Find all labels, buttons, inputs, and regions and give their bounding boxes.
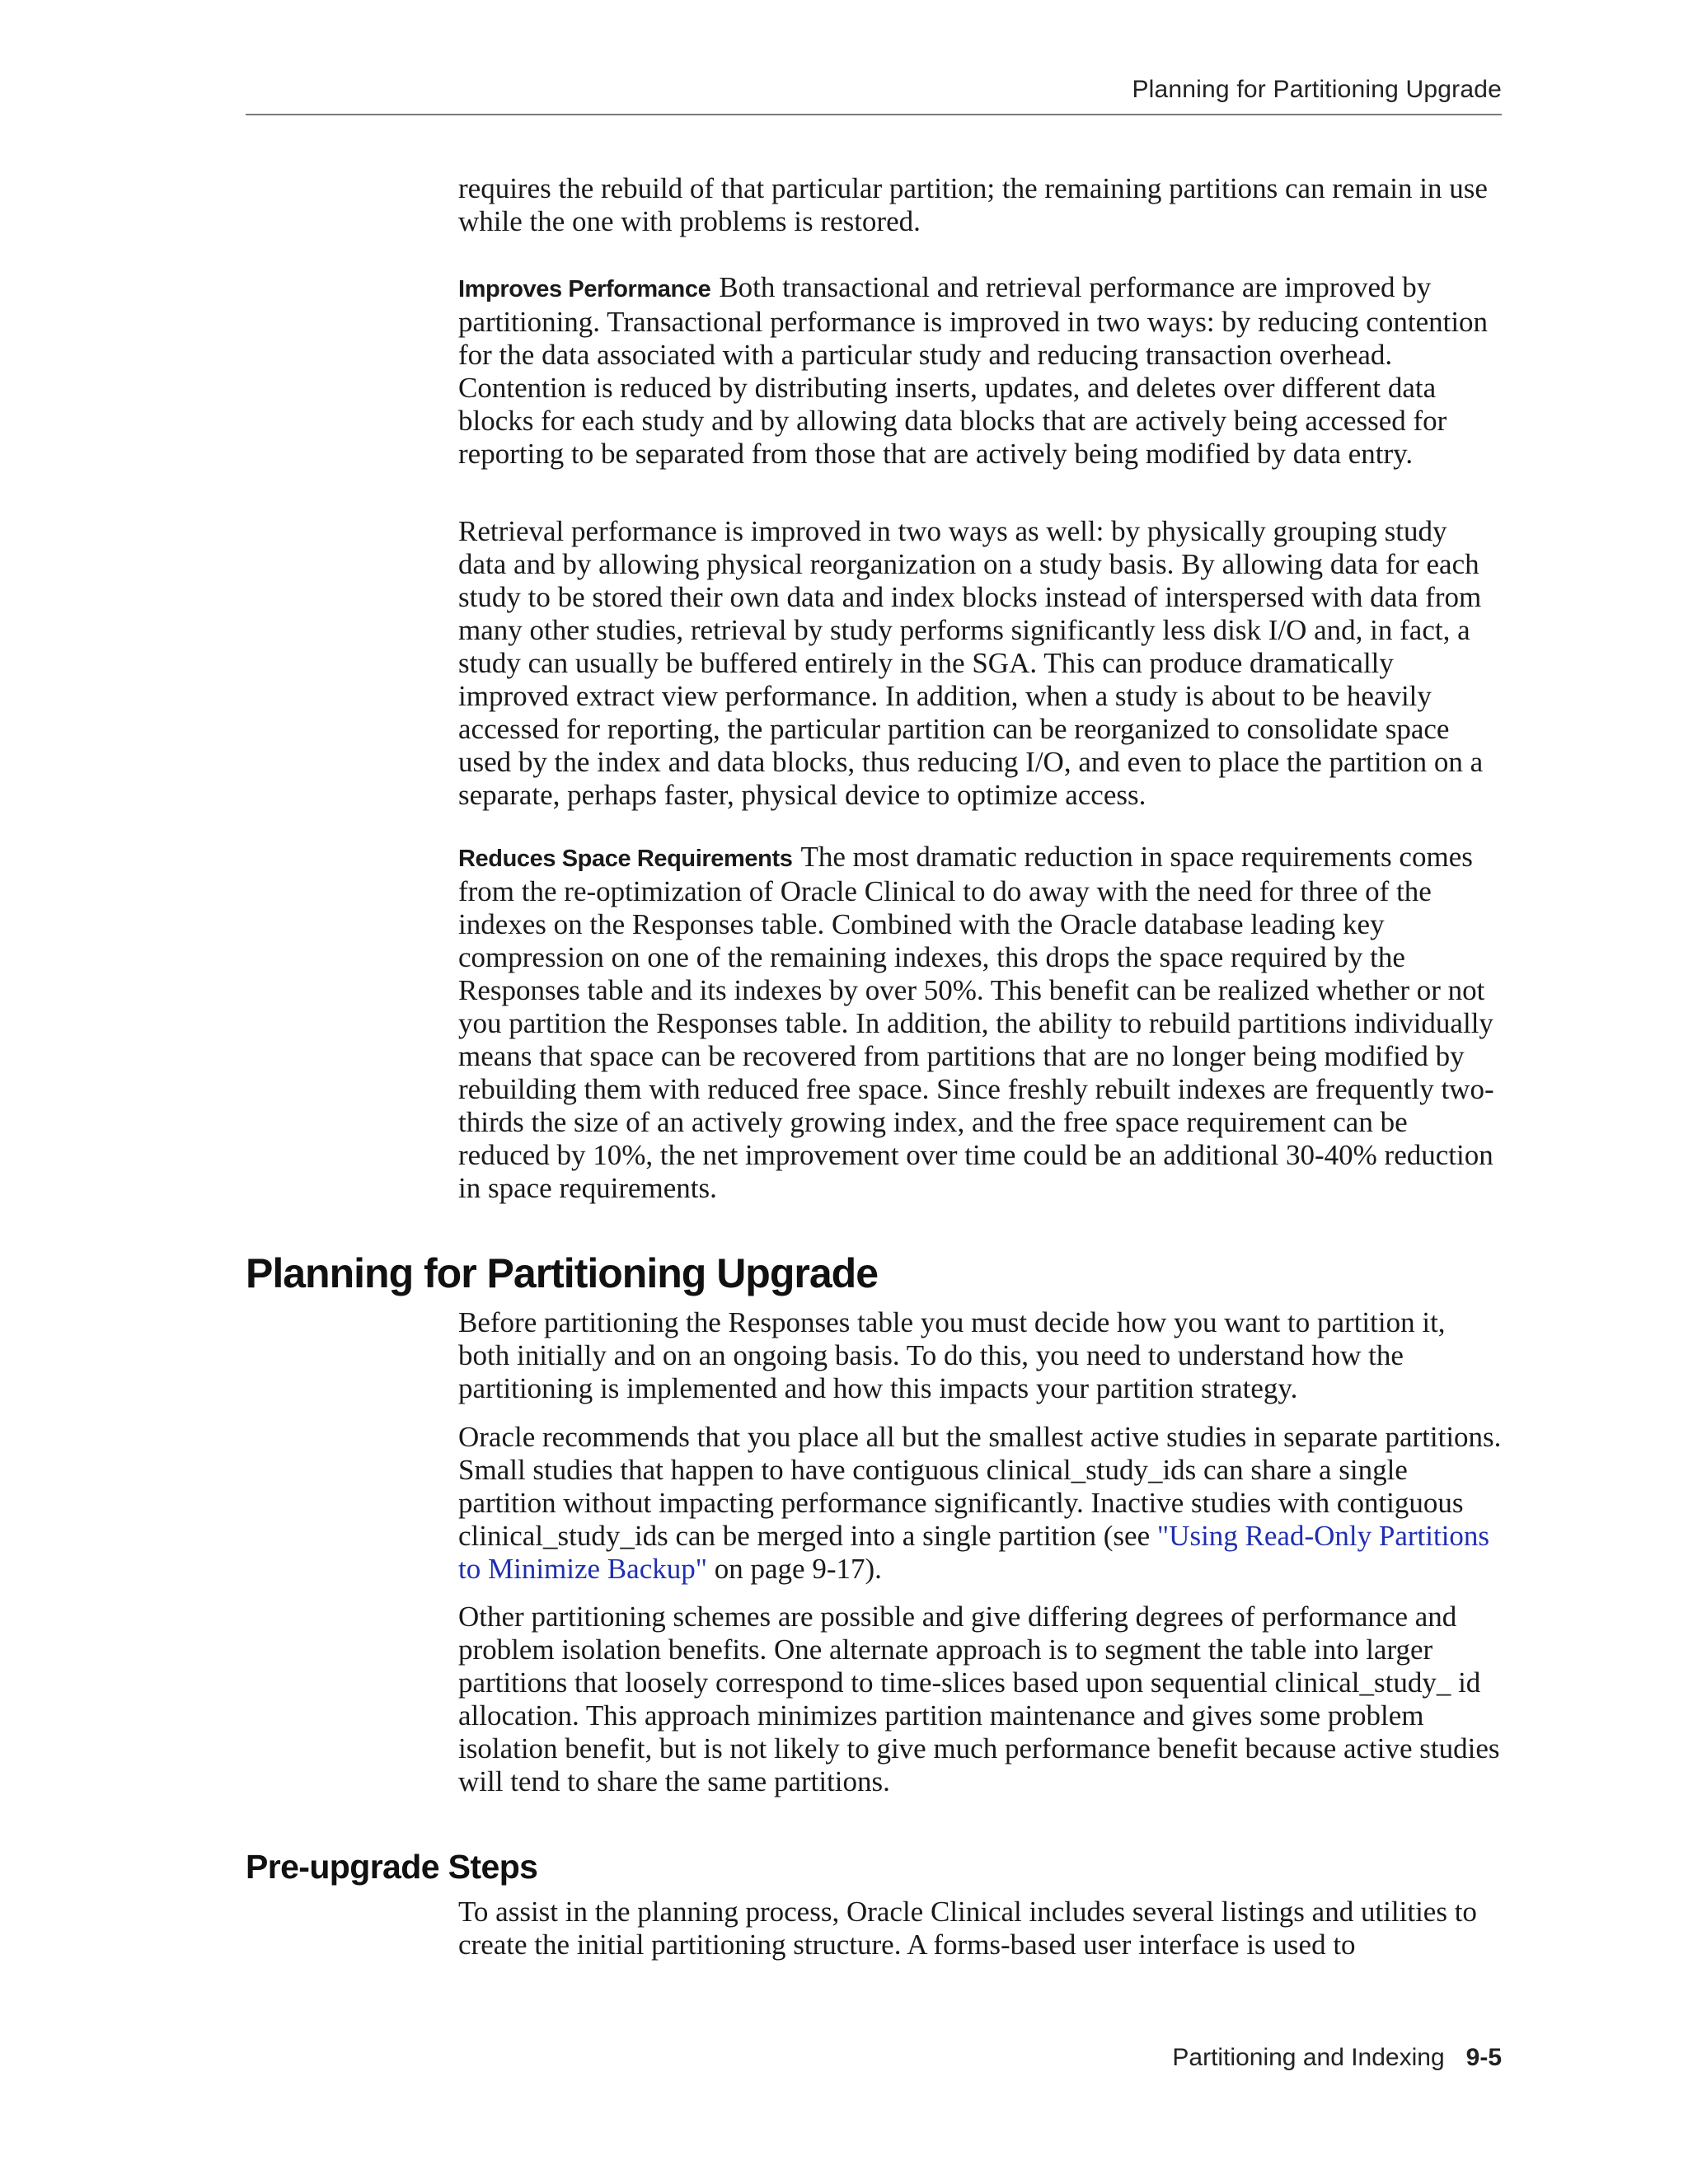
footer-chapter: Partitioning and Indexing <box>1172 2044 1445 2071</box>
retrieval-text: Retrieval performance is improved in two ways as well: by physically grouping study data and by allowing physical reorganization on a study basis. By allowing data for each study to be stored their own data and index blocks instead of interspersed with data from many other studies, retrieval by study performs significantly less disk I/O and, in fact, a study can usually be buffered entirely in the SGA. This can produce dramatically improved extract view performance. In addition, when a study is about to be heavily accessed for reporting, the particular partition can be reorganized to consolidate space used by the index and data blocks, thus reducing I/O, and even to place the partition on a separate, perhaps faster, physical device to optimize access. <box>458 515 1484 811</box>
planning-text-1: Before partitioning the Responses table you must decide how you want to partition it, both initially and on an ongoing basis. To do this, you need to understand how the partitioning is implemented and how this impacts your partition strategy. <box>458 1306 1446 1404</box>
footer-page-number: 9-5 <box>1465 2044 1502 2071</box>
planning-paragraph-3 <box>458 1601 1502 1798</box>
running-header: Planning for Partitioning Upgrade <box>1132 76 1502 103</box>
planning-paragraph-1 <box>458 1306 1502 1405</box>
improves-performance-paragraph <box>458 271 1502 471</box>
continuation-text: requires the rebuild of that particular partition; the remaining partitions can remain in use while the one with problems is restored. <box>458 172 1488 237</box>
planning-heading: Planning for Partitioning Upgrade <box>246 1250 878 1296</box>
planning-paragraph-2 <box>458 1421 1502 1586</box>
page-footer <box>246 2044 1502 2072</box>
pre-upgrade-text: To assist in the planning process, Oracle Clinical includes several listings and utilities to create the initial partitioning structure. A forms-based user interface is used to <box>458 1896 1477 1961</box>
reduces-space-text: The most dramatic reduction in space requirements comes from the re-optimization of Oracle Clinical to do away with the need for three of the indexes on the Responses table. Combined with the Oracle database leading key compression on one of the remaining indexes, this drops the space required by the Responses table and its indexes by over 50%. This benefit can be realized whether or not you partition the Responses table. In addition, the ability to rebuild partitions individually means that space can be recovered from partitions that are no longer being modified by rebuilding them with reduced free space. Since freshly rebuilt indexes are frequently two-thirds the size of an actively growing index, and the free space requirement can be reduced by 10%, the net improvement over time could be an additional 30-40% reduction in space requirements. <box>458 841 1494 1204</box>
retrieval-paragraph <box>458 515 1502 812</box>
continuation-paragraph <box>458 172 1502 238</box>
planning-text-2-before: Oracle recommends that you place all but the smallest active studies in separate partitions. Small studies that happen to have contiguous clinical_study_ids can share a single partition without impacting performance significantly. Inactive studies with contiguous clinical_study_ids can be merged into a single partition (see <box>458 1421 1502 1552</box>
planning-text-3: Other partitioning schemes are possible and give differing degrees of performance and problem isolation benefits. One alternate approach is to segment the table into larger partitions that loosely correspond to time-slices based upon sequential clinical_study_ id allocation. This approach minimizes partition maintenance and gives some problem isolation benefit, but is not likely to give much performance benefit because active studies will tend to share the same partitions. <box>458 1601 1500 1797</box>
reduces-space-paragraph <box>458 841 1502 1205</box>
header-rule <box>246 114 1502 115</box>
improves-performance-text: Both transactional and retrieval performance are improved by partitioning. Transactional performance is improved in two ways: by reducing contention for the data associated with a particular study and reducing transaction overhead. Contention is reduced by distributing inserts, updates, and deletes over different data blocks for each study and by allowing data blocks that are actively being accessed for reporting to be separated from those that are actively being modified by data entry. <box>458 271 1489 470</box>
pre-upgrade-paragraph <box>458 1896 1502 1961</box>
planning-text-2-after: on page 9-17). <box>707 1553 882 1585</box>
improves-performance-label: Improves Performance <box>458 276 711 302</box>
reduces-space-label: Reduces Space Requirements <box>458 846 793 872</box>
read-only-partitions-link[interactable]: "Using Read-Only Partitions to Minimize Backup" <box>458 1520 1490 1585</box>
pre-upgrade-heading: Pre-upgrade Steps <box>246 1848 538 1886</box>
